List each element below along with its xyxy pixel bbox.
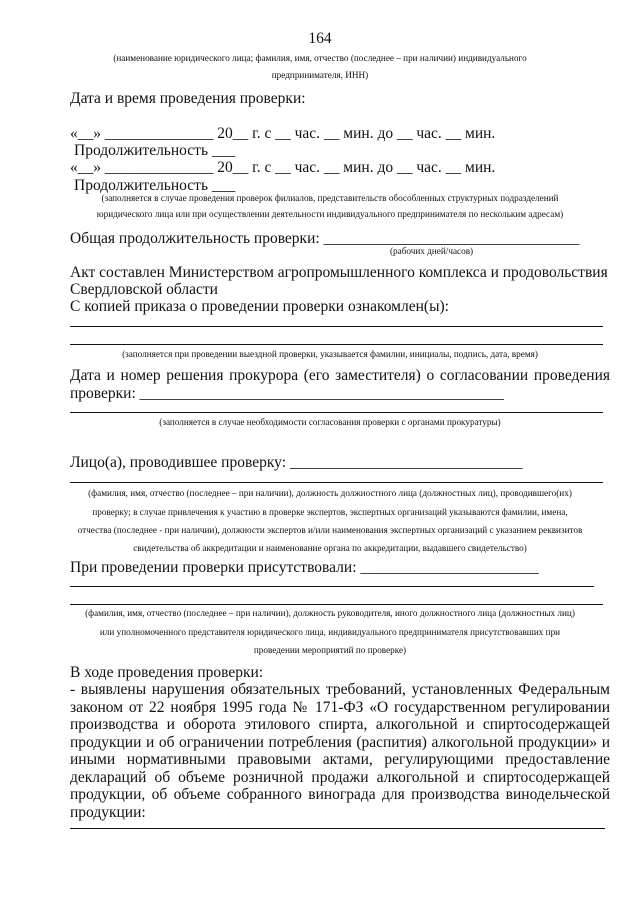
present-note: (фамилия, имя, отчество (последнее – при наличии), должность руководителя, иного должностного лица (должностных лиц) (85, 608, 575, 618)
prosecutor-decision-cont: проверки: _______________________________________________ (70, 385, 504, 402)
present-note-cont: или уполномоченного представителя юридического лица, индивидуального предпринимателя присутствовавших при (99, 627, 561, 637)
signature-line (70, 326, 603, 327)
prosecutor-decision: Дата и номер решения прокурора (его заместителя) о согласовании проведения (70, 367, 610, 384)
violations-paragraph: - выявлены нарушения обязательных требований, установленных Федеральным законом от 22 ноября 1995 года № 171-ФЗ «О государственном регулировании производства и оборота этилового спирта, алкогольной и спиртосодержащей продукции и об ограничении потребления (распития) алкогольной продукции» и иными нормативными правовыми актами, регулирующими предоставление деклараций об объеме розничной продажи алкогольной и спиртосодержащей продукции, об объеме собранного винограда для производства винодельческой продукции: (70, 681, 610, 821)
inspector-note-cont: свидетельства об аккредитации и наименование органа по аккредитации, выдавшего свидетельство) (133, 543, 527, 553)
header-note-cont: предпринимателя, ИНН) (271, 70, 369, 80)
header-note: (наименование юридического лица; фамилия, имя, отчество (последнее – при наличии) индивидуального (113, 53, 527, 63)
fill-line (70, 412, 603, 413)
present-note-cont: проведении мероприятий по проверке) (253, 645, 407, 655)
onsite-note: (заполняется при проведении выездной проверки, указывается фамилии, инициалы, подпись, дата, время) (122, 349, 538, 359)
act-compiled: Акт составлен Министерством агропромышленного комплекса и продовольствия (70, 264, 608, 281)
branches-note-cont: юридического лица или при осуществлении деятельности индивидуального предпринимателя по нескольким адресам) (96, 209, 564, 219)
act-compiled-cont: Свердловской области (70, 281, 218, 298)
total-duration-label: Общая продолжительность проверки: _________________________________ (70, 230, 580, 247)
prosecutor-note: (заполняется в случае необходимости согласования проверки с органами прокуратуры) (159, 417, 501, 427)
present-label: При проведении проверки присутствовали: _______________________ (70, 559, 539, 576)
fill-line (70, 604, 603, 605)
total-duration-note: (рабочих дней/часов) (390, 246, 474, 256)
inspector-note-cont: отчества (последнее - при наличии), должности экспертов и/или наименования экспертных организаций с указанием реквизитов (77, 525, 583, 535)
signature-line (70, 344, 603, 345)
order-copy-label: С копией приказа о проведении проверки ознакомлен(ы): (70, 298, 449, 315)
datetime-label: Дата и время проведения проверки: (70, 90, 306, 107)
duration-2: Продолжительность ___ (74, 177, 236, 194)
inspector-note-cont: проверку; в случае привлечения к участию в проверке экспертов, экспертных организаций указываются фамилии, имена, (92, 507, 568, 517)
date-row-1: «__» ______________ 20__ г. с __ час. __ мин. до __ час. __ мин. (70, 125, 496, 142)
fill-line (70, 828, 605, 829)
date-row-2: «__» ______________ 20__ г. с __ час. __ мин. до __ час. __ мин. (70, 159, 496, 176)
during-inspection-label: В ходе проведения проверки: (70, 664, 264, 681)
page-number: 164 (308, 30, 332, 47)
inspector-note: (фамилия, имя, отчество (последнее – при наличии), должность должностного лица (должностных лиц), проводившего(их) (88, 488, 572, 498)
branches-note: (заполняется в случае проведения проверок филиалов, представительств обособленных структурных подразделений (101, 193, 559, 203)
duration-1: Продолжительность ___ (74, 142, 236, 159)
fill-line (70, 586, 594, 587)
fill-line (70, 482, 603, 483)
inspector-label: Лицо(а), проводившее проверку: ______________________________ (70, 454, 523, 471)
